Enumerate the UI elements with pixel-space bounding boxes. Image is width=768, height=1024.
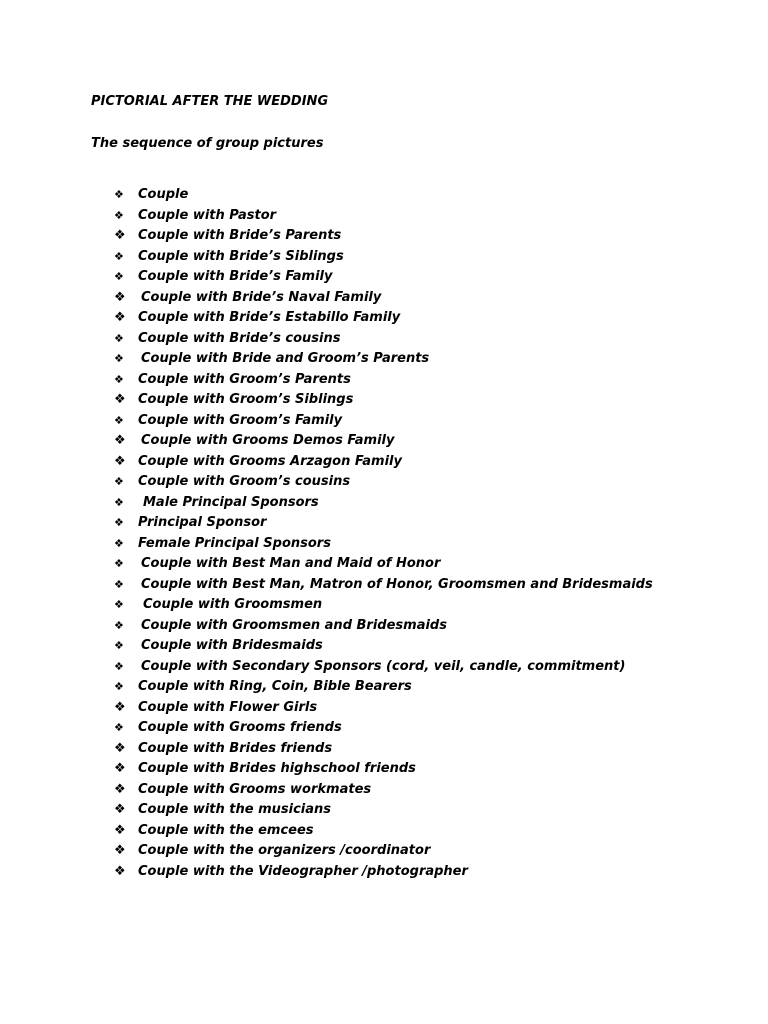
outline-diamond-bullet-icon: ❖: [114, 475, 124, 489]
list-item: [112, 308, 653, 329]
list-item-label: Couple: [138, 187, 189, 203]
list-item: [112, 841, 653, 862]
list-item-label: Couple with Groom’s cousins: [138, 474, 351, 490]
outline-diamond-bullet-icon: ❖: [114, 598, 124, 612]
list-item: [112, 616, 653, 637]
outline-diamond-bullet-icon: ❖: [114, 721, 124, 735]
outline-diamond-bullet-icon: ❖: [114, 188, 124, 202]
list-item-label: Couple with Groom’s Siblings: [138, 392, 354, 408]
list-item-label: Couple with Secondary Sponsors (cord, veil, candle, commitment): [141, 658, 626, 674]
list-item: [112, 452, 653, 473]
list-item-label: Couple with Grooms friends: [138, 720, 342, 736]
outline-diamond-bullet-icon: ❖: [114, 331, 124, 345]
list-item-label: Couple with Bride’s Family: [138, 269, 333, 285]
filled-diamond-bullet-icon: ❖: [114, 761, 126, 777]
list-item: [112, 677, 653, 698]
list-item: [112, 349, 653, 370]
list-item-label: Couple with Groomsmen: [143, 597, 323, 613]
filled-diamond-bullet-icon: ❖: [114, 453, 126, 469]
list-item-label: Principal Sponsor: [138, 515, 267, 531]
outline-diamond-bullet-icon: ❖: [114, 413, 124, 427]
list-item-label: Couple with Grooms Arzagon Family: [138, 453, 402, 469]
filled-diamond-bullet-icon: ❖: [114, 863, 126, 879]
list-item: [112, 739, 653, 760]
list-item: [112, 821, 653, 842]
list-item-label: Couple with Brides friends: [138, 740, 333, 756]
list-item: [112, 513, 653, 534]
filled-diamond-bullet-icon: ❖: [114, 802, 126, 818]
list-item: [112, 288, 653, 309]
list-item: [112, 390, 653, 411]
list-item: [112, 718, 653, 739]
list-item: [112, 780, 653, 801]
list-item-label: Female Principal Sponsors: [138, 535, 331, 551]
list-item-label: Couple with Brides highschool friends: [138, 761, 416, 777]
list-item-label: Couple with Grooms workmates: [138, 781, 372, 797]
document-title: PICTORIAL AFTER THE WEDDING: [91, 94, 329, 109]
list-item: [112, 206, 653, 227]
list-item: [112, 247, 653, 268]
list-item: [112, 411, 653, 432]
group-picture-sequence-list: [112, 185, 653, 882]
outline-diamond-bullet-icon: ❖: [114, 639, 124, 653]
filled-diamond-bullet-icon: ❖: [114, 310, 126, 326]
outline-diamond-bullet-icon: ❖: [114, 495, 124, 509]
list-item-label: Couple with Groom’s Family: [138, 412, 343, 428]
filled-diamond-bullet-icon: ❖: [114, 822, 126, 838]
list-item-label: Couple with Grooms Demos Family: [141, 433, 395, 449]
list-item-label: Couple with Bride’s Siblings: [138, 248, 344, 264]
outline-diamond-bullet-icon: ❖: [114, 270, 124, 284]
list-item-label: Couple with Groom’s Parents: [138, 371, 351, 387]
outline-diamond-bullet-icon: ❖: [114, 659, 124, 673]
list-item-label: Couple with Bride and Groom’s Parents: [141, 351, 430, 367]
list-item-label: Couple with Groomsmen and Bridesmaids: [141, 617, 447, 633]
list-item-label: Couple with Best Man, Matron of Honor, Groomsmen and Bridesmaids: [141, 576, 653, 592]
filled-diamond-bullet-icon: ❖: [114, 392, 126, 408]
list-item-label: Couple with the musicians: [138, 802, 332, 818]
list-item: [112, 329, 653, 350]
list-item: [112, 370, 653, 391]
list-item-label: Couple with Ring, Coin, Bible Bearers: [138, 679, 412, 695]
list-item: [112, 759, 653, 780]
filled-diamond-bullet-icon: ❖: [114, 433, 126, 449]
outline-diamond-bullet-icon: ❖: [114, 618, 124, 632]
list-item: [112, 226, 653, 247]
list-item-label: Couple with Bride’s Naval Family: [141, 289, 382, 305]
outline-diamond-bullet-icon: ❖: [114, 557, 124, 571]
list-item-label: Couple with Best Man and Maid of Honor: [141, 556, 441, 572]
list-item-label: Couple with the organizers /coordinator: [138, 843, 431, 859]
outline-diamond-bullet-icon: ❖: [114, 372, 124, 386]
filled-diamond-bullet-icon: ❖: [114, 781, 126, 797]
filled-diamond-bullet-icon: ❖: [114, 699, 126, 715]
list-item: [112, 267, 653, 288]
filled-diamond-bullet-icon: ❖: [114, 843, 126, 859]
outline-diamond-bullet-icon: ❖: [114, 536, 124, 550]
outline-diamond-bullet-icon: ❖: [114, 516, 124, 530]
list-item: [112, 657, 653, 678]
list-item: [112, 636, 653, 657]
filled-diamond-bullet-icon: ❖: [114, 740, 126, 756]
list-item: [112, 431, 653, 452]
list-item: [112, 862, 653, 883]
outline-diamond-bullet-icon: ❖: [114, 208, 124, 222]
list-item-label: Couple with Flower Girls: [138, 699, 318, 715]
list-item: [112, 575, 653, 596]
list-item: [112, 185, 653, 206]
list-item: [112, 493, 653, 514]
list-item-label: Couple with Bride’s Estabillo Family: [138, 310, 401, 326]
list-item: [112, 554, 653, 575]
list-item: [112, 595, 653, 616]
list-item-label: Male Principal Sponsors: [143, 494, 319, 510]
list-item: [112, 472, 653, 493]
filled-diamond-bullet-icon: ❖: [114, 289, 126, 305]
list-item-label: Couple with Bride’s cousins: [138, 330, 341, 346]
list-item-label: Couple with Bride’s Parents: [138, 228, 342, 244]
outline-diamond-bullet-icon: ❖: [114, 577, 124, 591]
filled-diamond-bullet-icon: ❖: [114, 228, 126, 244]
list-item-label: Couple with Bridesmaids: [141, 638, 323, 654]
document-subtitle: The sequence of group pictures: [91, 136, 324, 151]
outline-diamond-bullet-icon: ❖: [114, 249, 124, 263]
list-item-label: Couple with the Videographer /photographer: [138, 863, 468, 879]
outline-diamond-bullet-icon: ❖: [114, 680, 124, 694]
list-item: [112, 800, 653, 821]
list-item: [112, 534, 653, 555]
list-item-label: Couple with Pastor: [138, 207, 277, 223]
list-item: [112, 698, 653, 719]
list-item-label: Couple with the emcees: [138, 822, 314, 838]
outline-diamond-bullet-icon: ❖: [114, 352, 124, 366]
